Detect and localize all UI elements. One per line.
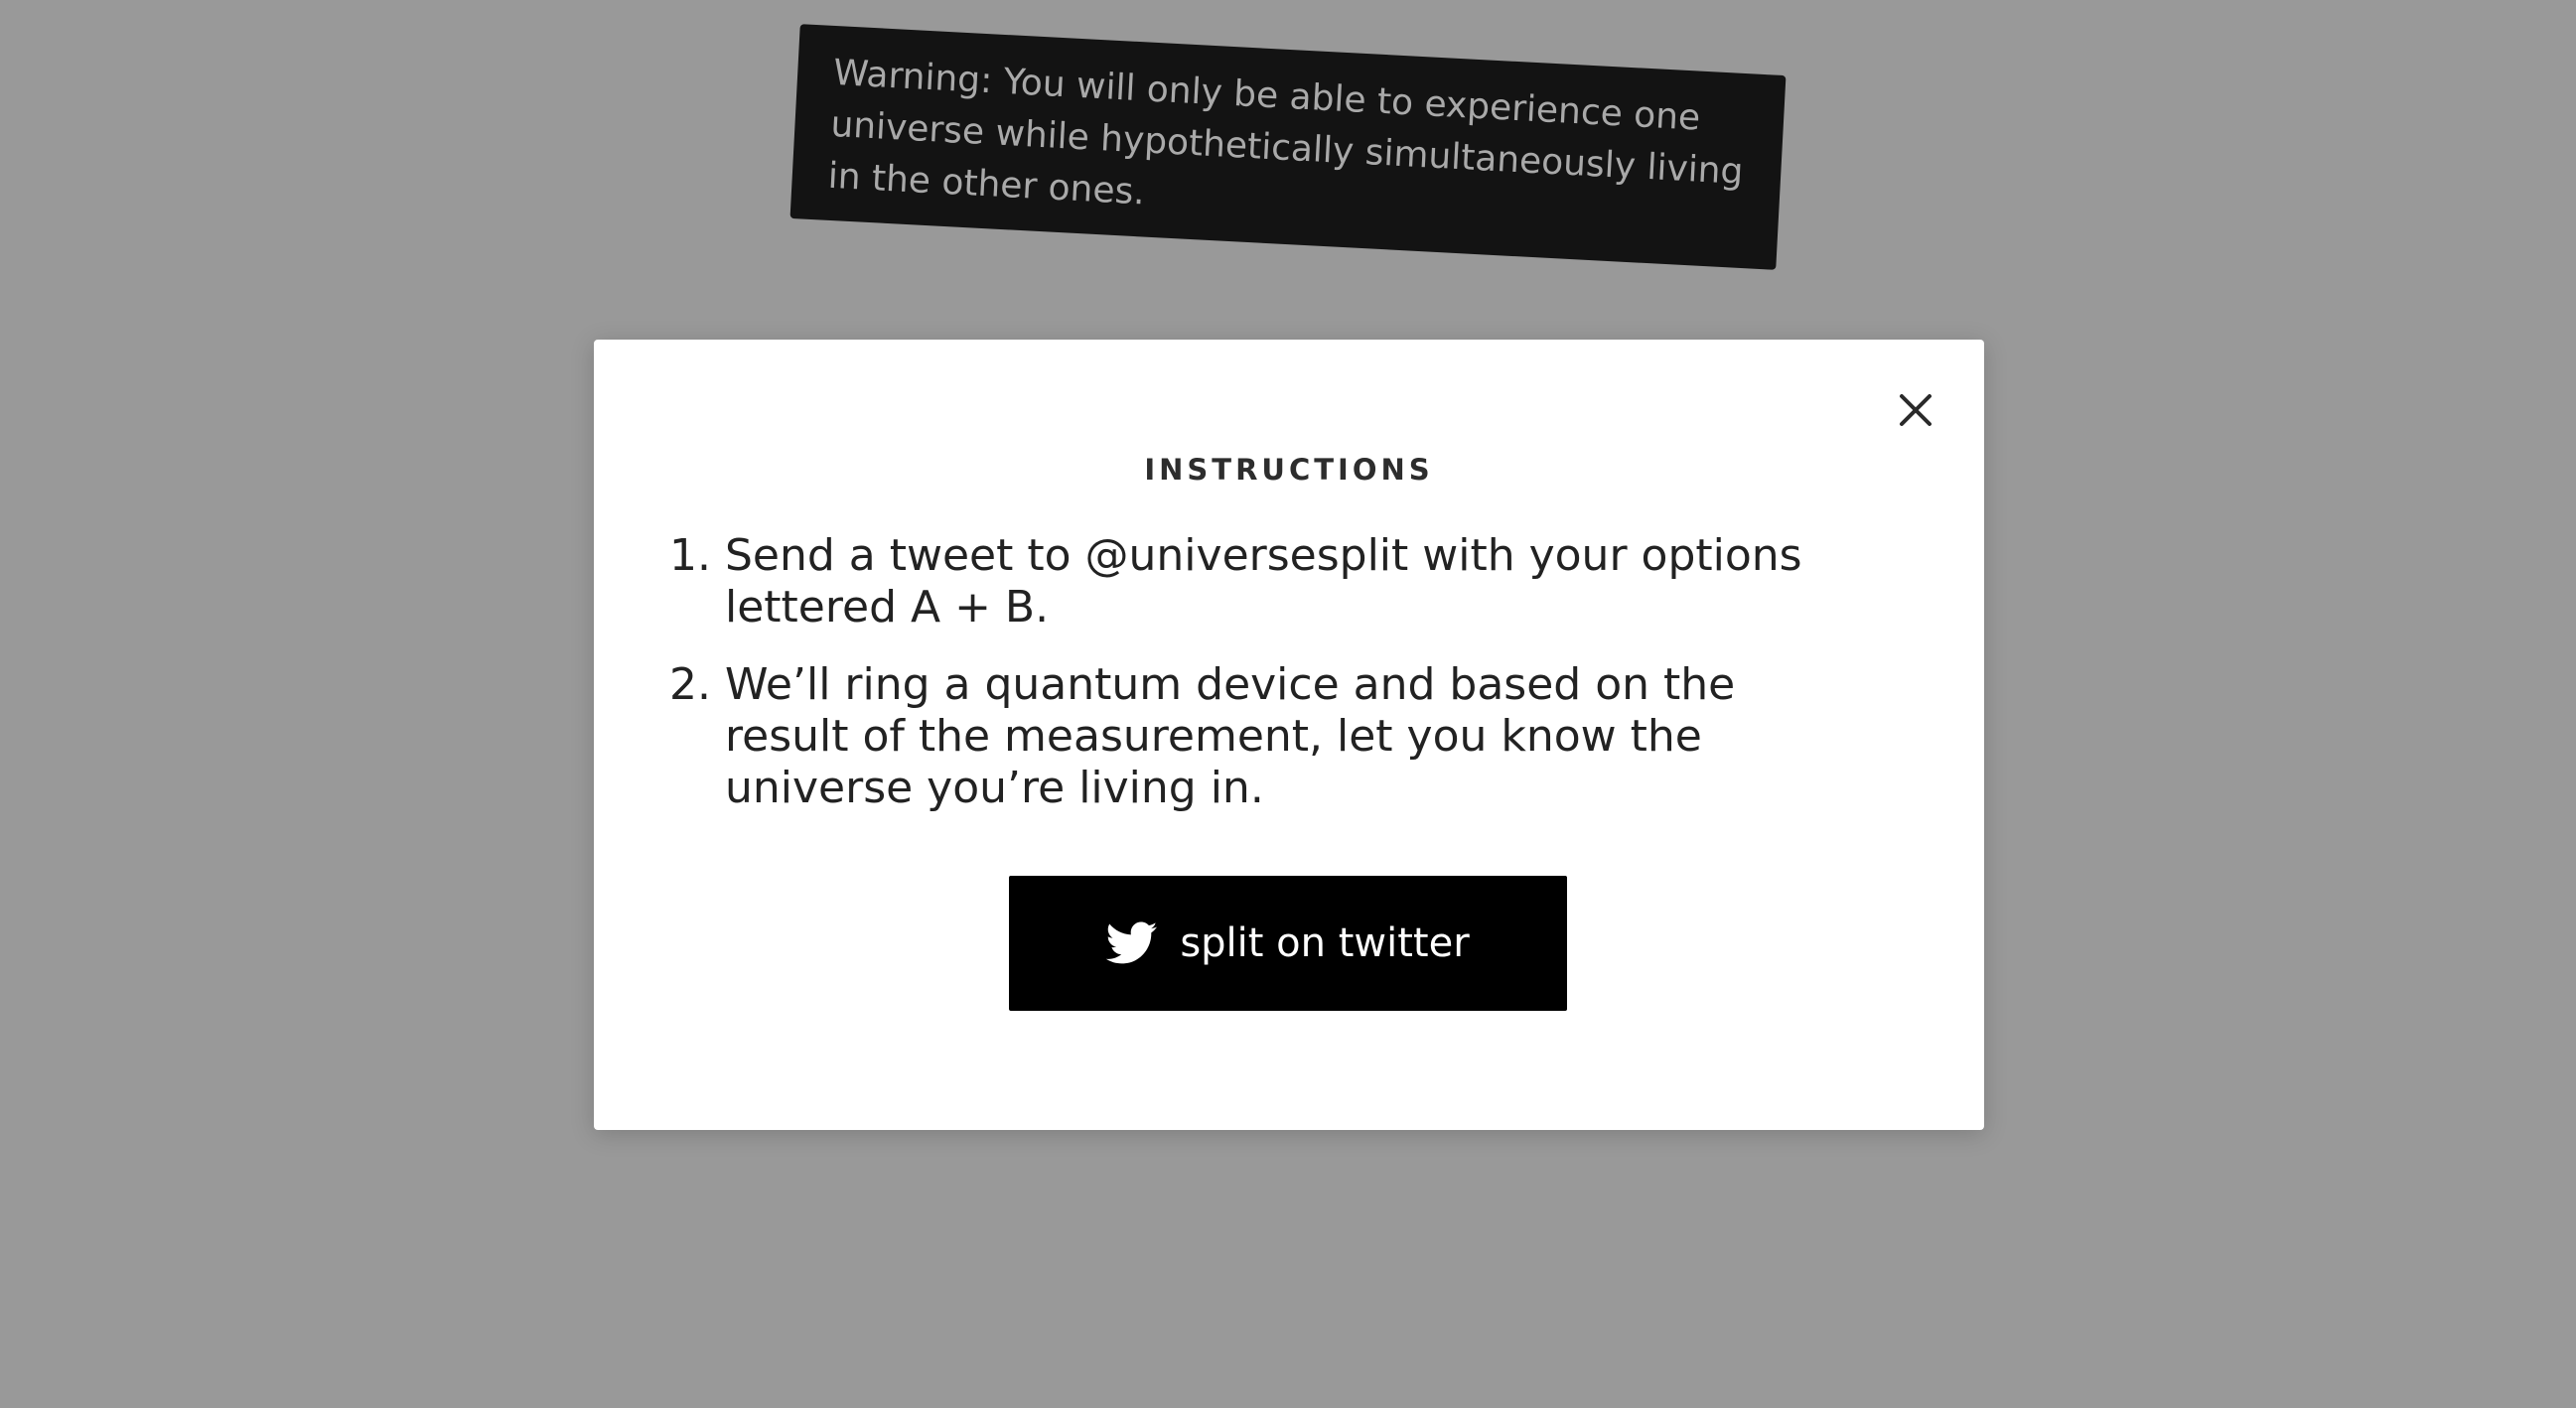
- instructions-modal: [594, 340, 1984, 1130]
- twitter-bird-icon: [1106, 920, 1158, 966]
- instruction-step: 1. Send a tweet to @universesplit with your options lettered A + B.: [725, 530, 1805, 634]
- close-icon: [1897, 391, 1934, 429]
- close-button[interactable]: [1897, 391, 1934, 429]
- split-on-twitter-label: split on twitter: [1180, 920, 1470, 966]
- instructions-list: [594, 530, 1805, 840]
- modal-title: INSTRUCTIONS: [1144, 453, 1434, 487]
- warning-banner: [790, 24, 1787, 270]
- warning-text: Warning: You will only be able to experience one universe while hypothetically simultaneously living in the other ones.: [826, 52, 1745, 213]
- instruction-step: 2. We’ll ring a quantum device and based on the result of the measurement, let you know the universe you’re living in.: [725, 659, 1805, 814]
- split-on-twitter-button[interactable]: [1009, 876, 1567, 1011]
